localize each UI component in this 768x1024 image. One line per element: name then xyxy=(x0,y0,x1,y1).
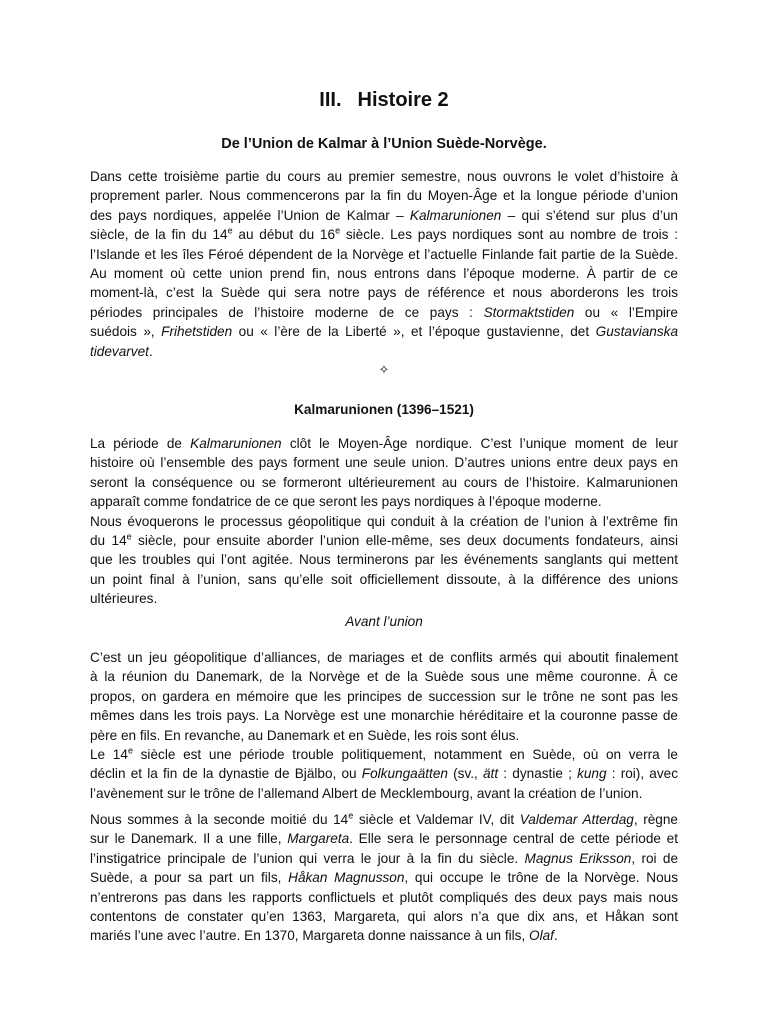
text-line: l’Islande et les îles Féroé dépendent de la Norvège et l’actuelle Finlande fait partie de la Suède. xyxy=(90,246,678,262)
term-kalmarunionen: Kalmarunionen xyxy=(190,436,282,451)
text-line: tidevarvet. xyxy=(90,343,153,359)
term-frihetstiden: Frihetstiden xyxy=(161,324,233,340)
text-line: moment-là, c’est la Suède qui sera notre pays de référence et nous aborderons les trois xyxy=(90,285,678,301)
text-line: du 14e siècle, pour ensuite aborder l’union elle-même, ses deux documents fondateurs, ainsi xyxy=(90,531,678,548)
term-folkungaatten: Folkungaätten xyxy=(361,766,448,782)
text-line: Le 14e siècle est une période trouble politiquement, notamment en Suède, où on verra le xyxy=(90,745,678,762)
text-line: mêmes dans les trois pays. La Norvège est une monarchie héréditaire et la couronne passe de xyxy=(90,708,678,724)
text-line: des pays nordiques, appelée l’Union de Kalmar – Kalmarunionen – qui s’étend sur plus d’un xyxy=(90,207,678,223)
term-kung: kung xyxy=(577,766,607,782)
text-line: périodes principales de l’histoire moderne de ce pays : Stormaktstiden ou « l’Empire xyxy=(90,304,678,320)
section-separator-icon: ✧ xyxy=(378,362,390,377)
term-hakan-magnusson: Håkan Magnusson xyxy=(288,870,405,886)
text-line: histoire où l’ensemble des pays forment une seule union. D’autres unions entre deux pays en xyxy=(90,455,678,471)
text-line: Nous sommes à la seconde moitié du 14e siècle et Valdemar IV, dit Valdemar Atterdag, règne xyxy=(90,810,678,827)
text-line: La période de Kalmarunionen clôt le Moyen-Âge nordique. C’est l’unique moment de leur xyxy=(90,436,678,451)
text-line: ultérieures. xyxy=(90,591,158,607)
term-margareta: Margareta xyxy=(287,831,350,847)
term-att: ätt xyxy=(483,766,499,782)
text-line: suédois », Frihetstiden ou « l’ère de la Liberté », et l’époque gustavienne, det Gustavianska xyxy=(90,324,678,340)
text-line: l’instigatrice principale de l’union qui verra le jour à la fin du siècle. Magnus Eriksson, roi de xyxy=(90,850,678,866)
chapter-heading xyxy=(90,88,678,112)
text-line: l’avènement sur le trône de l’allemand Albert de Mecklembourg, avant la création de l’union. xyxy=(90,785,643,801)
term-stormaktstiden: Stormaktstiden xyxy=(483,304,575,320)
text-line: un point final à l’union, sans qu’elle soit officiellement dissoute, à la différence des unions xyxy=(90,571,678,587)
text-line: Au moment où cette union prend fin, nous entrons dans l’époque moderne. À partir de ce xyxy=(90,265,678,281)
term-gustavianska: Gustavianska xyxy=(595,324,678,340)
chapter-subtitle: De l’Union de Kalmar à l’Union Suède-Norvège. xyxy=(221,136,547,152)
section1-paragraph xyxy=(90,434,678,609)
text-line: contentons de constater qu’en 1363, Margareta, qui alors n’a que dix ans, et Håkan sont xyxy=(90,908,678,924)
text-line: Nous évoquerons le processus géopolitique qui conduit à la création de l’union à l’extrême fin xyxy=(90,513,678,529)
text-line: Dans cette troisième partie du cours au premier semestre, nous ouvrons le volet d’histoire à xyxy=(90,169,678,184)
section2-paragraph xyxy=(90,648,678,803)
text-line: que les troubles qui l’ont agitée. Nous terminerons par les événements sanglants qui mettent xyxy=(90,552,678,568)
section-heading-kalmarunionen: Kalmarunionen (1396–1521) xyxy=(294,402,474,417)
subsection-heading-avant-union: Avant l’union xyxy=(345,614,423,629)
chapter-title: Histoire 2 xyxy=(357,89,449,111)
text-line: à la réunion du Danemark, de la Norvège et de la Suède sous une même couronne. À ce xyxy=(90,669,678,685)
term-kalmarunionen: Kalmarunionen xyxy=(409,207,502,223)
text-line: seront la conséquence ou se formeront ultérieurement au cours de l’histoire. Kalmarunionen xyxy=(90,474,678,490)
text-line: apparaît comme fondatrice de ce que seront les pays nordiques à l’époque moderne. xyxy=(90,494,602,510)
section2-paragraph-3 xyxy=(90,810,678,946)
text-line: mariés l’une avec l’autre. En 1370, Margareta donne naissance à un fils, Olaf. xyxy=(90,928,558,944)
text-line: père en fils. En revanche, au Danemark et en Suède, les rois sont élus. xyxy=(90,727,520,743)
intro-paragraph xyxy=(90,167,678,361)
term-magnus-eriksson: Magnus Eriksson xyxy=(524,850,632,866)
text-line: déclin et la fin de la dynastie de Bjälbo, ou Folkungaätten (sv., ätt : dynastie ; kung : roi), avec xyxy=(90,766,678,782)
text-line: Suède, a pour sa part un fils, Håkan Magnusson, qui occupe le trône de la Norvège. Nous xyxy=(90,870,678,886)
text-line: siècle, de la fin du 14e au début du 16e siècle. Les pays nordiques sont au nombre de trois : xyxy=(90,225,678,243)
text-line: n’entrerons pas dans les rapports conflictuels et plutôt compliqués des deux pays mais nous xyxy=(90,889,678,905)
text-line: propos, on gardera en mémoire que les principes de succession sur le trône ne sont pas les xyxy=(90,688,678,704)
chapter-number: III. xyxy=(319,89,342,111)
term-olaf: Olaf xyxy=(529,928,554,944)
text-line: C’est un jeu géopolitique d’alliances, de mariages et de conflits armés qui aboutit finalement xyxy=(90,650,678,665)
term-tidevarvet: tidevarvet xyxy=(90,343,149,359)
text-line: proprement parler. Nous commencerons par la fin du Moyen-Âge et la longue période d’union xyxy=(90,188,678,204)
text-line: sur le Danemark. Il a une fille, Margareta. Elle sera le personnage central de cette période et xyxy=(90,831,678,847)
term-valdemar-atterdag: Valdemar Atterdag xyxy=(519,812,634,827)
